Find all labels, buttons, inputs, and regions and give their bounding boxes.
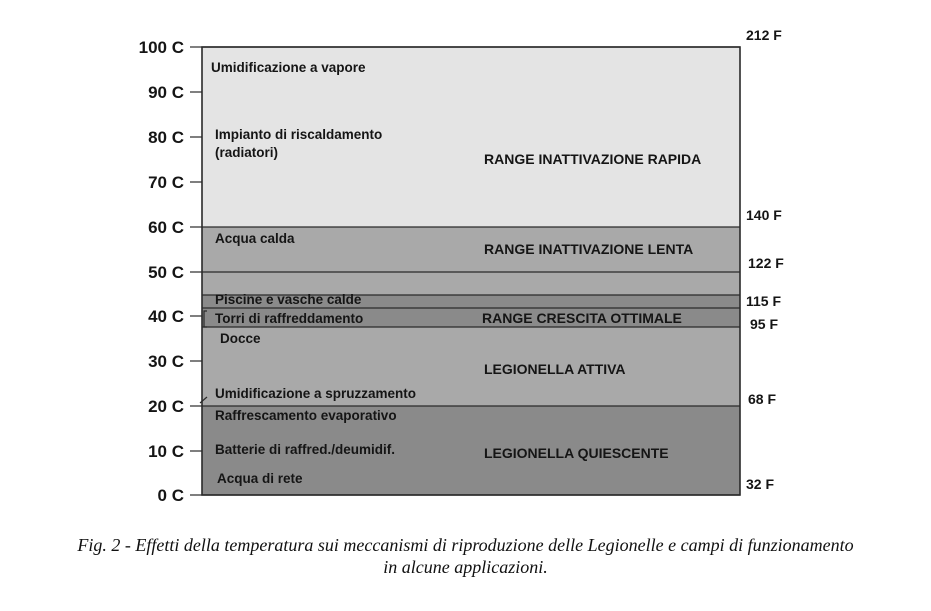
celsius-label: 80 C [148,128,184,147]
celsius-label: 60 C [148,218,184,237]
celsius-label: 100 C [138,38,184,57]
celsius-tick-marks [190,47,202,495]
fahrenheit-label: 32 F [746,476,775,492]
celsius-label: 90 C [148,83,184,102]
fahrenheit-label: 95 F [750,316,779,332]
application-label: Piscine e vasche calde [215,292,362,307]
fahrenheit-label: 212 F [746,27,782,43]
celsius-label: 10 C [148,442,184,461]
celsius-label: 50 C [148,263,184,282]
fahrenheit-label: 122 F [748,255,784,271]
caption-line: in alcune applicazioni. [383,557,548,577]
fahrenheit-label: 115 F [746,293,782,309]
range-label: RANGE INATTIVAZIONE LENTA [484,241,694,257]
range-label: RANGE CRESCITA OTTIMALE [482,310,682,326]
celsius-axis [139,38,184,505]
application-label: Impianto di riscaldamento [215,127,383,142]
application-label: Raffrescamento evaporativo [215,408,397,423]
caption-line: Fig. 2 - Effetti della temperatura sui meccanismi di riproduzione delle Legionelle e campi di funzionamento [77,535,854,555]
application-label: Umidificazione a spruzzamento [215,386,417,401]
fahrenheit-axis [746,27,784,492]
application-label: Torri di raffreddamento [215,311,364,326]
range-label: LEGIONELLA ATTIVA [484,361,626,377]
application-label: Batterie di raffred./deumidif. [215,442,396,457]
application-label: Docce [220,331,261,346]
celsius-label: 30 C [148,352,184,371]
range-label: RANGE INATTIVAZIONE RAPIDA [484,151,702,167]
application-label: Acqua di rete [217,471,303,486]
application-label: (radiatori) [215,145,279,160]
application-label: Acqua calda [215,231,295,246]
celsius-label: 40 C [148,307,184,326]
fahrenheit-label: 140 F [746,207,782,223]
celsius-label: 0 C [157,486,184,505]
range-label: LEGIONELLA QUIESCENTE [484,445,669,461]
fahrenheit-label: 68 F [748,391,777,407]
figure-caption [0,534,931,578]
celsius-label: 20 C [148,397,184,416]
celsius-label: 70 C [148,173,184,192]
application-label: Umidificazione a vapore [211,60,366,75]
